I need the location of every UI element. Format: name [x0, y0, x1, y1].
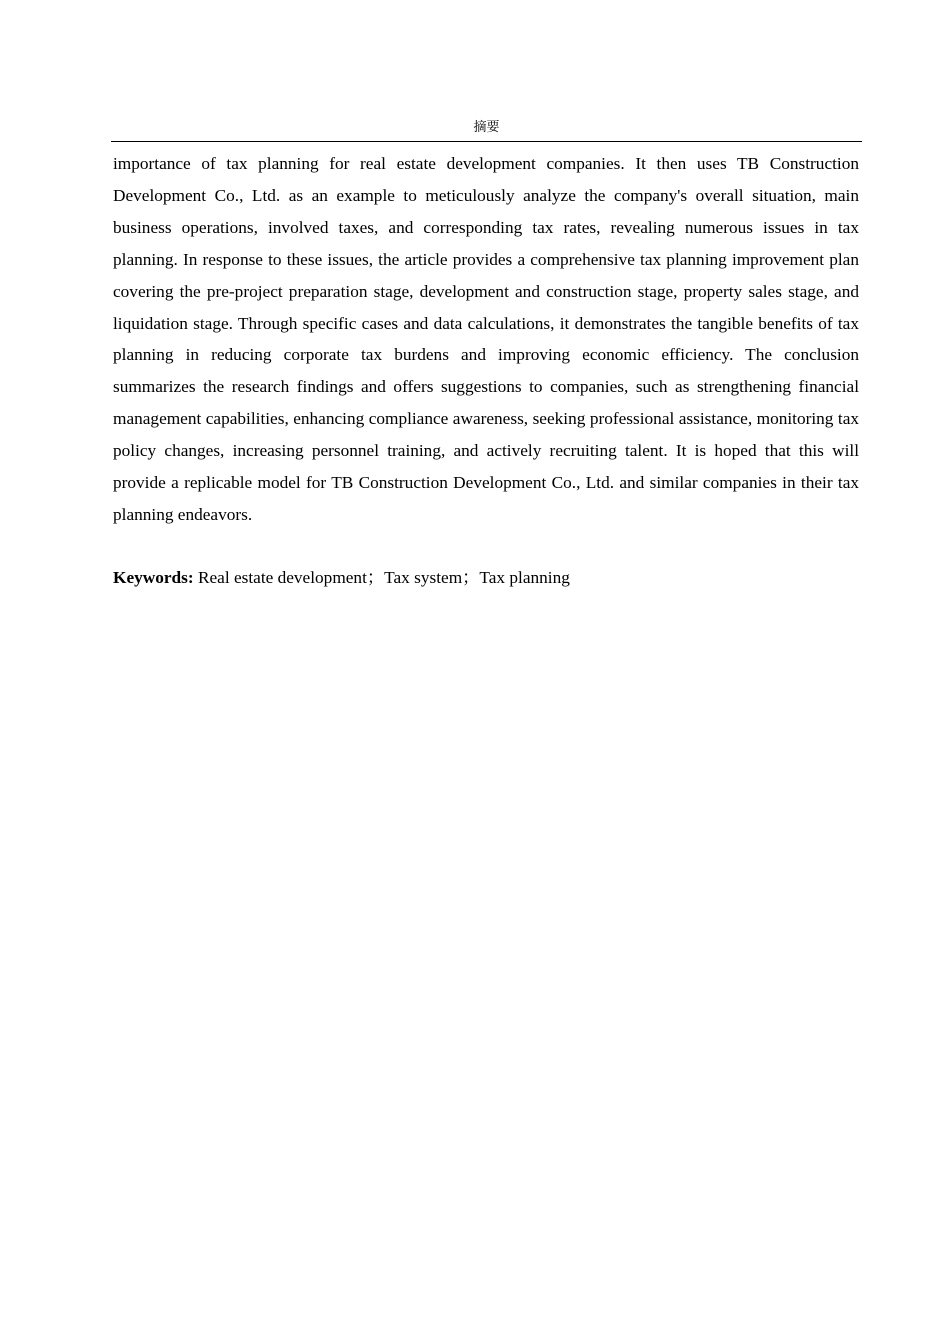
keywords-label: Keywords: [113, 568, 194, 587]
header-divider [111, 141, 862, 142]
keywords-line [113, 562, 859, 594]
keywords-value: Real estate development；Tax system；Tax planning [193, 568, 570, 587]
running-header: 摘要 [473, 120, 500, 135]
abstract-paragraph: importance of tax planning for real estate development companies. It then uses TB Construction Development Co., Ltd. as an example to meticulously analyze the company's overall situation, main business operations, involved taxes, and corresponding tax rates, revealing numerous issues in tax planning. In response to these issues, the article provides a comprehensive tax planning improvement plan covering the pre-project preparation stage, development and construction stage, property sales stage, and liquidation stage. Through specific cases and data calculations, it demonstrates the tangible benefits of tax planning in reducing corporate tax burdens and improving economic efficiency. The conclusion summarizes the research findings and offers suggestions to companies, such as strengthening financial management capabilities, enhancing compliance awareness, seeking professional assistance, monitoring tax policy changes, increasing personnel training, and actively recruiting talent. It is hoped that this will provide a replicable model for TB Construction Development Co., Ltd. and similar companies in their tax planning endeavors. [113, 154, 859, 524]
